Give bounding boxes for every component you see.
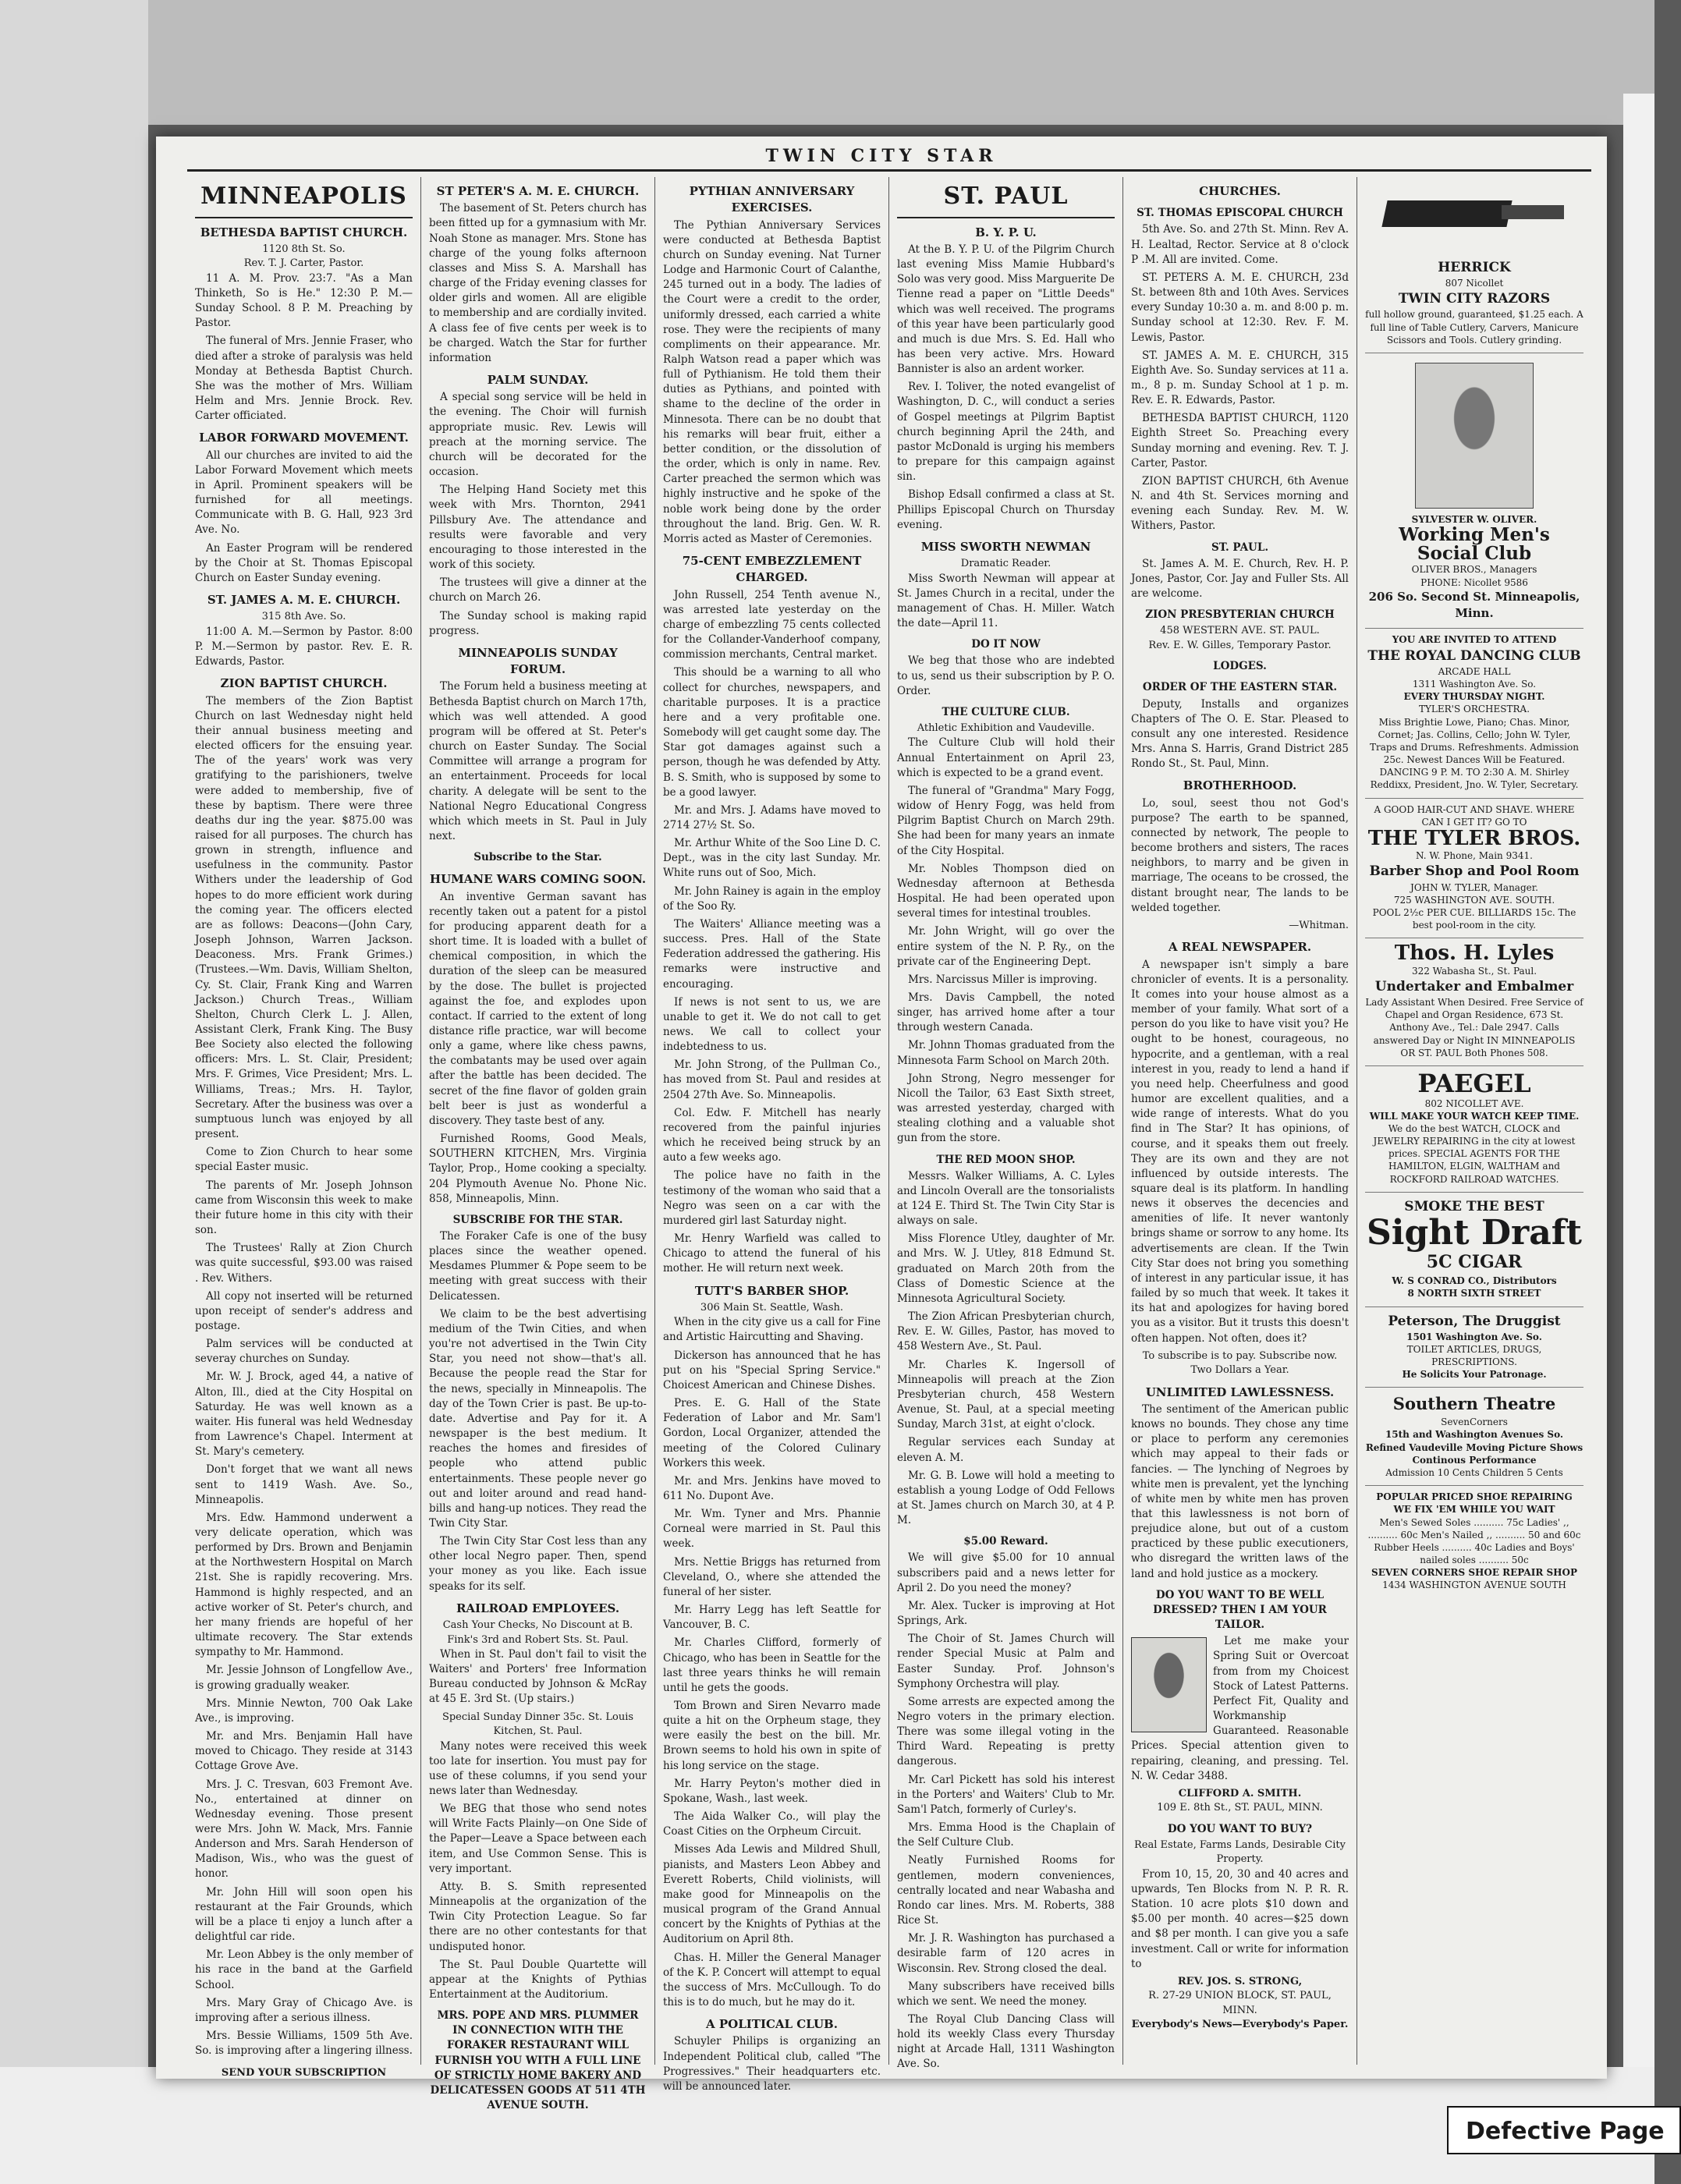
newman-heading: MISS SWORTH NEWMAN [920,539,1091,554]
embezzlement-text: John Russell, 254 Tenth avenue N., was arrested late yesterday on the charge of embezzling 75 cents collected for the Collander-Vanderhoof company, commission merchants, Central market. [663,588,881,661]
miller-text: Mrs. Narcissus Miller is improving. [908,973,1098,986]
social-club-address: 206 So. Second St. Minneapolis, Minn. [1368,589,1580,621]
lodges-heading: LODGES. [1213,660,1267,673]
real-newspaper-text: A newspaper isn't simply a bare chronicler of events. It is a personality. It comes into your house almost as a member of your family. What sort of a person do you like to have visit you? He ought to be honest, courageous, no hypocrite, and a gentleman, with a real interest in you, ready to lend a hand if you need help. Cheerfulness and good humor are excellent qualities, and a wide range of interests. What do you find in The Star? It has opinions, of course, and it speaks them out freely. They are its own and they are not influenced by outside interests. The square deal is its platform. In handling news it observes the decencies and amenities of life. It never wantonly brings shame or sorrow to any home. Its advertisements are clean. If the Twin City Star does not bring you something of interest in any particular issue, it has failed by so much that week. It takes it its hat and apologizes for having bored you as a visitor. But it trusts this doesn't often happen. Not often, does it? [1131,958,1349,1345]
theatre-address: 15th and Washington Avenues So. [1385,1429,1564,1441]
thompson-text: Mr. Nobles Thompson died on Wednesday afternoon at Bethesda Hospital. He had been operated upon several times for intestinal troubles. [897,862,1115,920]
dickerson-text: Dickerson has announced that he has put on his "Special Spring Service." Choicest American and Chinese Dishes. [663,1349,881,1392]
buy-heading: DO YOU WANT TO BUY? [1167,1822,1313,1835]
hammond-text: Mrs. Edw. Hammond underwent a very delicate operation, which was performed by Drs. Brown and Benjamin at the Northwestern Hospital on March 21st. She is rapidly recovering. Mrs. Hammond is highly respected, and an active worker of St. Peter's church, and her many friends are hopeful of her ultimate recovery. The Star extends sympathy to Mr. Hammond. [195,1511,413,1659]
sunday-school-text: The Sunday school is making rapid progress. [429,609,647,637]
zion-presbyterian-heading: ZION PRESBYTERIAN CHURCH [1145,608,1335,622]
ingersoll-text: Mr. Charles K. Ingersoll of Minneapolis will preach at the Zion Presbyterian church, 458 Western Avenue, St. Paul, at a special meeting Sunday, March 31st, at eight o'clock. [897,1358,1115,1431]
tyler-shop: Barber Shop and Pool Room [1369,863,1580,880]
bethesda-heading: BETHESDA BAPTIST CHURCH. [200,225,408,239]
foraker-text: The Foraker Cafe is one of the busy places since the weather opened. Mesdames Plummer & Pope seem to be meeting with great success with their Delicatessen. [429,1230,647,1303]
paegel-text: We do the best WATCH, CLOCK and JEWELRY REPAIRING in the city at lowest prices. SPECIAL AGENTS FOR THE HAMILTON, ELGIN, WALTHAM and ROCKFORD RAILROAD WATCHES. [1373,1122,1576,1185]
alliance-text: The Waiters' Alliance meeting was a success. Pres. Hall of the State Federation addressed the gathering. His remarks were instructive and encouraging. [663,917,881,991]
quartette-text: The St. Paul Double Quartette will appear at the Knights of Pythias Entertainment at the Auditorium. [429,1958,647,2001]
footer-slogan: Everybody's News—Everybody's Paper. [1131,2019,1349,2031]
buy-text: From 10, 15, 20, 30 and 40 acres and upwards, Ten Blocks from N. P. R. R. Station. 10 acre plots $10 down and $5.00 per month. 40 acres—$25 down and $8 per month. I can give you a safe investment. Call or write for information to [1131,1867,1349,1970]
peterson-title: Peterson, The Druggist [1388,1313,1561,1329]
regular-services-text: Regular services each Sunday at eleven A. M. [897,1436,1115,1464]
railroad-heading: RAILROAD EMPLOYEES. [456,1601,620,1615]
briggs-text: Mrs. Nettie Briggs has returned from Cleveland, O., where she attended the funeral of her sister. [663,1555,881,1598]
abbey-text: Mr. Leon Abbey is the only member of his race in the band at the Garfield School. [195,1948,413,1991]
column-st-paul [889,177,1123,2071]
dance-when: EVERY THURSDAY NIGHT. [1403,691,1545,703]
tutt-text: When in the city give us a call for Fine and Artistic Haircutting and Shaving. [663,1316,881,1344]
lyles-title: Thos. H. Lyles [1394,941,1555,966]
st-paul-banner: ST. PAUL [897,177,1115,218]
scanner-background-right [1623,94,1654,2184]
tailor-heading: DO YOU WANT TO BE WELL DRESSED? THEN I AM YOUR TAILOR. [1153,1588,1327,1632]
portrait-ad [1365,353,1583,629]
bypu-heading: B. Y. P. U. [975,225,1037,239]
subscribe-pay-text: To subscribe is to pay. Subscribe now. Two Dollars a Year. [1142,1349,1338,1377]
toliver-text: Rev. I. Toliver, the noted evangelist of Washington, D. C., will conduct a series of Gospel meetings at Pilgrim Baptist church beginning April the 24th, and pastor McDonald is urging his members to prepare for this campaign against sin. [897,381,1115,484]
columns [187,177,1591,2112]
tresvan-text: Mrs. J. C. Tresvan, 603 Fremont Ave. No., entertained at dinner on Wednesday evening. Those present were Mrs. John W. Mack, Mrs. Fannie Anderson and Mrs. Sarah Henderson of Madison, Wis., who was the guest of honor. [195,1778,413,1881]
hall-text: Mr. and Mrs. Benjamin Hall have moved to Chicago. They reside at 3143 Cottage Grove Ave. [195,1730,413,1773]
scanner-background-left [0,0,148,2184]
dance-text: Miss Brightie Lowe, Piano; Chas. Minor, Cornet; Jas. Collins, Cello; John W. Tyler, Traps and Drums. Refreshments. Admission 25c. Newest Dances Will be Featured. DANCING 9 P. M. TO 2:30 A. M. Shirley Reddixx, President, Jno. W. Tyler, Secretary. [1370,716,1579,791]
washington-text: Mr. J. R. Washington has purchased a desirable farm of 120 acres in Wisconsin. Rev. Strong closed the deal. [897,1932,1115,1975]
zion-listing: ZION BAPTIST CHURCH, 6th Avenue N. and 4th St. Services morning and evening each Sunday. Rev. M. W. Withers, Pastor. [1131,474,1349,533]
white-text: Mr. Arthur White of the Soo Line D. C. Dept., was in the city last Sunday. Mr. White runs out of Soo, Mich. [663,837,881,880]
gray-text: Mrs. Mary Gray of Chicago Ave. is improving after a serious illness. [195,1996,413,2024]
shoe-title: POPULAR PRICED SHOE REPAIRING [1376,1491,1573,1503]
tyler-phone: N. W. Phone, Main 9341. [1416,850,1533,862]
pope-plummer-notice: MRS. POPE AND MRS. PLUMMER IN CONNECTION WITH THE FORAKER RESTAURANT WILL FURNISH YOU WITH A FULL LINE OF STRICTLY HOME BAKERY AND DELICATESSEN GOODS AT 511 4TH AVENUE SOUTH. [430,2009,646,2112]
wright-text: Mr. John Wright, will go over the entire system of the N. P. Ry., on the private car of the Engineering Dept. [897,925,1115,968]
rooms-text: Neatly Furnished Rooms for gentlemen, modern conveniences, centrally located and near Wabasha and Rondo car lines. Mrs. M. Roberts, 388 Rice St. [897,1854,1115,1927]
forum-text: The Forum held a business meeting at Bethesda Baptist church on March 17th, which was well attended. A good program will be offered at St. Peter's church on Easter Sunday. The Social Committee will arrange a program for an entertainment. Proceeds for local charity. A delegate will be sent to the National Negro Educational Congress which which meets in St. Paul in July next. [429,680,647,842]
dance-address: 1311 Washington Ave. So. [1412,678,1537,690]
st-paul-churches-heading: ST. PAUL. [1211,541,1269,554]
palm-sunday-text: A special song service will be held in the evening. The Choir will furnish appropriate music. Rev. Lewis will preach at the morning service. The church will be decorated for the occasion. [429,391,647,479]
tutt-heading: TUTT'S BARBER SHOP. [694,1283,849,1298]
brotherhood-poem: Lo, soul, seest thou not God's purpose? The earth to be spanned, connected by network, The people to become brothers and sisters, The races neighbors, to marry and be given in marriage, The oceans to be crossed, the distant brought near, The lands to be welded together. [1131,796,1349,914]
tyler-bros-ad [1365,799,1583,939]
labor-text: All our churches are invited to aid the Labor Forward Movement which meets in April. Prominent speakers will be furnished for all meetings. Communicate with B. G. Hall, 923 3rd Ave. No. [195,448,413,537]
portrait-caption: SYLVESTER W. OLIVER. [1411,514,1537,525]
edsall-text: Bishop Edsall confirmed a class at St. Phillips Episcopal Church on Thursday evening. [897,488,1115,531]
eastern-star-text: Deputy, Installs and organizes Chapters of The O. E. Star. Pleased to consult any one interested. Residence Mrs. Anna S. Harris, Grand District 285 Rondo St., St. Paul, Minn. [1131,697,1349,771]
masthead: TWIN CITY STAR [765,146,998,166]
oliver-portrait [1415,363,1534,509]
jenkins-text: Mr. and Mrs. Jenkins have moved to 611 No. Dupont Ave. [663,1474,881,1502]
paegel-ad [1365,1066,1583,1193]
dancing-club-ad [1365,629,1583,798]
forum-heading: MINNEAPOLIS SUNDAY FORUM. [458,645,618,677]
pickett-text: Mr. Carl Pickett has sold his interest in the Porters' and Waiters' Club to Mr. Sam'l Patch, formerly of Curley's. [897,1773,1115,1816]
zion-presbyterian-pastor: Rev. E. W. Gilles, Temporary Pastor. [1148,639,1332,651]
sunday-dinner-text: Special Sunday Dinner 35c. St. Louis Kitchen, St. Paul. [442,1711,634,1738]
minnie-text: Mrs. Minnie Newton, 700 Oak Lake Ave., is improving. [195,1696,413,1725]
tailor-text: Let me make your Spring Suit or Overcoat from from my Choicest Stock of Latest Patterns. Perfect Fit, Quality and Workmanship Guaranteed. Reasonable Prices. Special attention given to repairing, cleaning, and pressing. Tel. N. W. Cedar 3488. [1131,1635,1349,1782]
buy-name: REV. JOS. S. STRONG, [1177,1975,1303,1987]
zion-presbyterian-address: 458 WESTERN AVE. ST. PAUL. [1160,625,1320,637]
peterson-text: TOILET ARTICLES, DRUGS, PRESCRIPTIONS. [1406,1343,1542,1368]
theatre-title: Southern Theatre [1392,1394,1556,1414]
peterson-sub: He Solicits Your Patronage. [1402,1369,1547,1381]
theatre-price: Admission 10 Cents Children 5 Cents [1385,1466,1563,1478]
lyles-address: 322 Wabasha St., St. Paul. [1411,965,1537,977]
st-james-address: 315 8th Ave. So. [261,611,346,623]
cigar-price: 5C CIGAR [1426,1251,1523,1272]
peterson-address: 1501 Washington Ave. So. [1406,1331,1542,1342]
cost-text: The Twin City Star Cost less than any other local Negro paper. Then, spend your money as you like. Each issue speaks for its self. [429,1535,647,1593]
williams-text: Mrs. Bessie Williams, 1509 5th Ave. So. is improving after a lingering illness. [195,2030,413,2058]
do-it-now-heading: DO IT NOW [971,638,1041,651]
tailor-address: 109 E. 8th St., ST. PAUL, MINN. [1157,1802,1323,1814]
cigar-address: 8 NORTH SIXTH STREET [1407,1288,1541,1299]
embezzlement-heading: 75-CENT EMBEZZLEMENT CHARGED. [682,554,862,585]
trustees-rally-text: The Trustees' Rally at Zion Church was quite successful, $93.00 was raised . Rev. Withers. [195,1242,413,1285]
scanner-background-top [0,0,1654,125]
subscription-line: SEND YOUR SUBSCRIPTION [221,2067,387,2079]
column-pythian [655,177,889,2093]
police-text: The police have no faith in the testimony of the woman who said that a Negro was seen on a car with the murdered girl last Saturday night. [663,1169,881,1227]
eastern-star-heading: ORDER OF THE EASTERN STAR. [1142,681,1338,694]
pythian-text: The Pythian Anniversary Services were conducted at Bethesda Baptist church on Sunday evening. Nat Turner Lodge and Harmonic Court of Calanthe, 245 turned out in a body. The ladies of the Court were a credit to the order, uniformly dressed, each carried a white rose. They were the recipients of many compliments on their appearance. Mr. Ralph Watson read a paper which was full of Pythianism. He told them their duties as Pythians, and pointed with shame to the decline of the order in Minnesota. There can be no doubt that his remarks will bear fruit, either a better condition, or the dissolution of the order, which is only in name. Rev. Carter preached the sermon which was highly instructive and he spoke of the noble work being done by the order throughout the land. Brig. Gen. W. R. Morris acted as Master of Ceremonies. [663,218,881,545]
newspaper-page [156,136,1607,2112]
warfield-text: Mr. Henry Warfield was called to Chicago to attend the funeral of his mother. He will return next week. [663,1232,881,1275]
st-thomas-heading: ST. THOMAS EPISCOPAL CHURCH [1137,207,1343,220]
newman-sub: Dramatic Reader. [960,558,1052,570]
palm-services-text: Palm services will be conducted at severay churches on Sunday. [195,1338,413,1366]
zion-moved-text: The Zion African Presbyterian church, Rev. E. W. Gilles, Pastor, has moved to 458 Western Ave., St. Paul. [897,1310,1115,1353]
tucker-text: Mr. Alex. Tucker is improving at Hot Springs, Ark. [897,1599,1115,1628]
railroad-sub: Cash Your Checks, No Discount at B. Fink's 3rd and Robert Sts. St. Paul. [442,1619,633,1646]
subscribe-line-1: Subscribe to the Star. [473,851,602,864]
tyler-manager: JOHN W. TYLER, Manager. [1410,881,1538,893]
theatre-text: Refined Vaudeville Moving Picture Shows Continous Performance [1365,1441,1583,1466]
easter-text: An Easter Program will be rendered by the Choir at St. Thomas Episcopal Church on Easter Sunday evening. [195,541,413,584]
news-address-text: Don't forget that we want all news sent to 1419 Wash. Ave. So., Minneapolis. [195,1463,413,1506]
cigar-ad [1365,1193,1583,1307]
culture-club-heading: THE CULTURE CLUB. [942,705,1070,718]
thomas-text: Mr. Johnn Thomas graduated from the Minnesota Farm School on March 20th. [897,1039,1115,1067]
palm-sunday-heading: PALM SUNDAY. [487,373,589,388]
lyles-text: Lady Assistant When Desired. Free Service of Chapel and Organ Residence, 673 St. Anthony Ave., Tel.: Dale 2947. Calls answered Day or Night IN MINNEAPOLIS OR ST. PAUL Both Phones 508. [1365,996,1583,1058]
bethesda-address: 1120 8th St. So. [262,243,346,255]
real-newspaper-heading: A REAL NEWSPAPER. [1168,940,1312,955]
razor-ad [1365,177,1583,353]
buy-sub: Real Estate, Farms Lands, Desirable City Property. [1134,1838,1346,1866]
cigar-title: Sight Draft [1367,1212,1582,1253]
dance-title: THE ROYAL DANCING CLUB [1367,647,1581,664]
utley-text: Miss Florence Utley, daughter of Mr. and Mrs. W. J. Utley, 818 Edmund St. graduated on March 20th from the Class of Domestic Science at the Minnesota Agricultural Society. [897,1232,1115,1305]
social-club-phone: PHONE: Nicollet 9586 [1420,576,1528,588]
bypu-text: At the B. Y. P. U. of the Pilgrim Church last evening Miss Mamie Hubbard's Solo was very good. Miss Marguerite De Tienne read a paper on "Little Deeds" which was well received. The programs of this year have been particularly good and much is due Mrs. S. Ed. Hall who has been very active. Mrs. Howard Bannister is also an ardent worker. [897,243,1115,376]
lewis-text: Misses Ada Lewis and Mildred Shull, pianists, and Masters Leon Abbey and Everett Roberts, Child violinists, will make good for Minneapolis on the musical program of the Grand Annual concert by the Knights of Pythias at the Auditorium on April 8th. [663,1843,881,1946]
razor-brand: HERRICK [1438,260,1511,275]
late-notes-text: Many notes were received this week too late for insertion. You must pay for use of these columns, if you send your news later than Wednesday. [429,1739,647,1797]
peterson-ad [1365,1307,1583,1388]
shoe-prices: Men's Sewed Soles .......... 75c Ladies' ,, .......... 60c Men's Nailed ,, .......... 50 and 60c Rubber Heels .......... 40c Ladies and Boys' nailed soles .......... 50c [1367,1516,1581,1566]
shoe-address: 1434 WASHINGTON AVENUE SOUTH [1382,1580,1566,1591]
column-st-peters [421,177,655,2112]
furnished-rooms-text: Furnished Rooms, Good Meals, SOUTHERN KITCHEN, Mrs. Virginia Taylor, Prop., Home cooking a specialty. 204 Plymouth Avenue No. Phone Nic. 858, Minneapolis, Minn. [429,1133,647,1205]
st-james-heading: ST. JAMES A. M. E. CHURCH. [207,593,401,608]
fogg-text: The funeral of "Grandma" Mary Fogg, widow of Henry Fogg, was held from Pilgrim Baptist Church on March 29th. She had been for many years an inmate of the City Hospital. [897,784,1115,857]
churches-heading: CHURCHES. [1199,184,1281,198]
come-text: Come to Zion Church to hear some special Easter music. [195,1146,413,1174]
brotherhood-heading: BROTHERHOOD. [1183,778,1297,793]
hill-text: Mr. John Hill will soon open his restaurant at the Fair Grounds, which will be a place ti enjoy a lunch after a delightful car ride. [195,1885,413,1944]
labor-heading: LABOR FORWARD MOVEMENT. [199,431,409,445]
defective-page-stamp: Defective Page [1447,2106,1681,2154]
subscribe-line-2: SUBSCRIBE FOR THE STAR. [452,1213,623,1226]
razor-text: full hollow ground, guaranteed, $1.25 each. A full line of Table Cutlery, Carvers, Manicure Scissors and Tools. Cutlery grinding. [1365,309,1583,346]
newman-text: Miss Sworth Newman will appear at St. James Church in a recital, under the management of Chas. H. Miller. Watch the date—April 11. [897,572,1115,630]
bethesda-text: 11 A. M. Prov. 23:7. "As a Man Thinketh, So is He." 12:30 P. M.—Sunday School. 8 P. M. Preaching by Pastor. [195,271,413,330]
waiters-bureau-text: When in St. Paul don't fail to visit the Waiters' and Porters' free Information Bureau conducted by Johnson & McRay at 45 E. 3rd St. (Up stairs.) [429,1647,647,1706]
column-advertisements [1357,177,1591,2065]
shoe-repair-ad [1365,1486,1583,1598]
paegel-title: PAEGEL [1417,1068,1531,1098]
st-james-listing: ST. JAMES A. M. E. CHURCH, 315 Eighth Ave. So. Sunday services at 11 a. m., 8 p. m. Sunday School at 1 p. m. Rev. E. R. Edwards, Pastor. [1131,349,1349,407]
jessie-text: Mr. Jessie Johnson of Longfellow Ave., is growing gradually weaker. [195,1664,413,1692]
brown-text: Tom Brown and Siren Nevarro made quite a hit on the Orpheum stage, they were easily the best on the bill. Mr. Brown seems to hold his own in spite of his long service on the stage. [663,1700,881,1772]
column-churches [1123,177,1357,2065]
peyton-text: Mr. Harry Peyton's mother died in Spokane, Wash., last week. [663,1777,881,1805]
social-club-managers: OLIVER BROS., Managers [1411,564,1537,576]
warning-text: This should be a warning to all who collect for churches, newspapers, and charitable purposes. It is a practice here and a very profitable one. Somebody will get caught some day. The Star got damages against such a person, though he was defended by Atty. B. S. Smith, who is supposed by some to be a good lawyer. [663,666,881,799]
walker-text: The Aida Walker Co., will play the Coast Cities on the Orpheum Circuit. [663,1810,881,1838]
reward-heading: $5.00 Reward. [963,1535,1048,1548]
tyler-pool: POOL 2½c PER CUE. BILLIARDS 15c. The best pool-room in the city. [1372,906,1576,931]
strong-arrest-text: John Strong, Negro messenger for Nicoll the Tailor, 63 East Sixth street, was arrested yesterday, charged with stealing clothing and a valuable shot gun from the store. [897,1072,1115,1145]
parents-text: The parents of Mr. Joseph Johnson came from Wisconsin this week to make their future home in this city with their son. [195,1179,413,1237]
culture-club-text: The Culture Club will hold their Annual Entertainment on April 23, which is expected to be a grand event. [897,736,1115,779]
shoe-sub: WE FIX 'EM WHILE YOU WAIT [1393,1504,1555,1516]
buy-address: R. 27-29 UNION BLOCK, ST. PAUL, MINN. [1148,1990,1332,2016]
news-text: If news is not sent to us, we are unable to get it. We do not call to get news. We call to collect your indebtedness to us. [663,995,881,1054]
bethesda-pastor: Rev. T. J. Carter, Pastor. [243,257,364,270]
st-paul-churches-text: St. James A. M. E. Church, Rev. H. P. Jones, Pastor, Cor. Jay and Fuller Sts. All are welcome. [1131,557,1349,601]
tutt-address: 306 Main St. Seattle, Wash. [700,1301,844,1314]
rainey-text: Mr. John Rainey is again in the employ of the Soo Ry. [663,885,881,913]
do-it-now-text: We beg that those who are indebted to us, send us their subscription by P. O. Order. [897,654,1115,697]
clifford-text: Mr. Charles Clifford, formerly of Chicago, who has been in Seattle for the last three years thinks he will remain until he gets the goods. [663,1636,881,1694]
st-thomas-text: 5th Ave. So. and 27th St. Minn. Rev A. H. Lealtad, Rector. Service at 8 o'clock P .M. All are invited. Come. [1131,223,1349,266]
shoe-shop: SEVEN CORNERS SHOE REPAIR SHOP [1371,1567,1577,1579]
reward-text: We will give $5.00 for 10 annual subscribers paid and a news letter for April 2. Do you need the money? [897,1551,1115,1594]
zion-text: The members of the Zion Baptist Church on last Wednesday night held their annual business meeting and elected officers for the ensuing year. The of the years' work was very gratifying to the parishioners, twelve were added to membership, five of these by baptism. There were three deaths dur ing the year. $875.00 was raised for all purposes. The church has grown in strength, influence and usefulness in the community. Pastor Withers under the leadership of God hopes to do more efficient work during the coming year. The officers elected are as follows: Deacons—(John Cary, Joseph Johnson, Warren Jackson. Deaconess. Mrs. Frank Grimes.) (Trustees.—Wm. Davis, William Shelton, Cy. St. Clair, Frank King and Warren Jackson.) Church Treas., William Shelton, Church Clerk L. J. Allen, Assistant Clerk, Frank King. The Busy Bee Society also elected the following officers: Mrs. L. St. Clair, President; Mrs. F. Grimes, Vice President; Mrs. L. Williams, Treas.; Mrs. H. Taylor, Secretary. After the business was over a sumptuous lunch was enjoyed by all present. [195,694,413,1141]
tailor-name: CLIFFORD A. SMITH. [1178,1787,1302,1799]
cigar-distributor: W. S CONRAD CO., Distributors [1392,1275,1557,1287]
paegel-address: 802 NICOLLET AVE. [1424,1097,1524,1109]
theatre-corners: SevenCorners [1441,1416,1508,1428]
strong-text: Mr. John Strong, of the Pullman Co., has moved from St. Paul and resides at 2504 27th Ave. So. Minneapolis. [663,1058,881,1101]
tyler-address: 725 WASHINGTON AVE. SOUTH. [1393,894,1555,906]
choir-text: The Choir of St. James Church will render Special Music at Palm and Easter Sunday. Prof. Johnson's Symphony Orchestra will play. [897,1633,1115,1690]
political-club-heading: A POLITICAL CLUB. [706,2017,838,2032]
smith-text: Atty. B. S. Smith represented Minneapolis at the organization of the Twin City Protection League. So far there are no other contestants for that undisputed honor. [429,1880,647,1953]
st-peters-heading: ST PETER'S A. M. E. CHURCH. [436,184,640,198]
st-james-text: 11:00 A. M.—Sermon by Pastor. 8:00 P. M.—Sermon by pastor. Rev. E. R. Edwards, Pastor. [195,625,413,668]
mitchell-text: Col. Edw. F. Mitchell has nearly recovered from the painful injuries which he received being struck by an auto a few weeks ago. [663,1106,881,1165]
razor-title: TWIN CITY RAZORS [1398,291,1551,307]
trustees-dinner-text: The trustees will give a dinner at the church on March 26. [429,576,647,604]
federation-text: Pres. E. G. Hall of the State Federation of Labor and Mr. Sam'l Gordon, Local Organizer, attended the meeting of the Colored Culinary Workers this week. [663,1397,881,1470]
masthead-rule [187,169,1591,172]
tyner-text: Mr. Wm. Tyner and Mrs. Phannie Corneal were married in St. Paul this week. [663,1508,881,1551]
humane-wars-heading: HUMANE WARS COMING SOON. [429,872,647,887]
helping-hand-text: The Helping Hand Society met this week with Mrs. Thornton, 2941 Pillsbury Ave. The attendance and results were favorable and very encouraging to those interested in the work of this society. [429,484,647,572]
razor-address: 807 Nicollet [1445,278,1504,289]
political-club-text: Schuyler Philips is organizing an Independent Political club, called "The Progressives." Their headquarters etc. will be announced later. [663,2035,881,2093]
royal-club-text: The Royal Club Dancing Class will hold its weekly Class every Thursday night at Arcade Hall, 1311 Washington Ave. So. [897,2012,1115,2071]
st-peters-text: The basement of St. Peters church has been fitted up for a gymnasium with Mr. Noah Stone as manager. Mrs. Stone has charge of the young folks afternoon classes and Miss S. A. Marshall has charge of the Friday evening classes for older girls and women. All are eligible to membership and are cordially invited. A class fee of five cents per week is to be charged. Watch the Star for further information [429,202,647,364]
adams-text: Mr. and Mrs. J. Adams have moved to 2714 27½ St. So. [663,803,881,831]
arrests-text: Some arrests are expected among the Negro voters in the primary election. There was some illegal voting in the Third Ward. Repeating is pretty dangerous. [897,1695,1115,1768]
brock-text: Mr. W. J. Brock, aged 44, a native of Alton, Ill., died at the City Hospital on Saturday. He was well known as a waiter. His funeral was held Wednesday from Lawrence's Chapel. Interment at St. Mary's cemetery. [195,1370,413,1459]
funeral-text: The funeral of Mrs. Jennie Fraser, who died after a stroke of paralysis was held Monday at Bethesda Baptist Church. She was the mother of Mrs. William Helm and Mrs. Jennie Brock. Rev. Carter officiated. [195,335,413,423]
culture-club-sub: Athletic Exhibition and Vaudeville. [917,722,1095,735]
cigar-smoke: SMOKE THE BEST [1404,1198,1544,1214]
campbell-text: Mrs. Davis Campbell, the noted singer, has arrived home after a tour through western Canada. [897,991,1115,1034]
tyler-title: THE TYLER BROS. [1367,827,1581,850]
lyles-ad [1365,938,1583,1066]
lowe-text: Mr. G. B. Lowe will hold a meeting to establish a young Lodge of Odd Fellows at St. James church on March 30, at 4 P. M. [897,1469,1115,1527]
dance-orchestra: TYLER'S ORCHESTRA. [1418,704,1530,715]
legg-text: Mr. Harry Legg has left Seattle for Vancouver, B. C. [663,1604,881,1632]
bills-text: Many subscribers have received bills which we sent. We need the money. [897,1980,1115,2008]
advertising-claim-text: We claim to be the best advertising medium of the Twin Cities, and when you're not advertised in the Twin City Star, you need not show—that's all. Because the people read the Star for the news, specially in Minneapolis. The day of the Town Crier is past. Be up-to-date. Advertise and Pay for it. A newspaper is the best medium. It reaches the homes and firesides of people who attend public entertainments. These people never go out and loiter around and read hand-bills and hang-up notices. They read the Twin City Star. [429,1307,647,1530]
column-minneapolis [187,177,421,2079]
miller-text: Chas. H. Miller the General Manager of the K. P. Concert will attempt to equal the success of Mrs. McCullough. To do this is to do much, but he may do it. [663,1951,881,2008]
dance-invite: YOU ARE INVITED TO ATTEND [1392,634,1557,646]
bethesda-listing: BETHESDA BAPTIST CHURCH, 1120 Eighth Street So. Preaching every Sunday morning and evening. Rev. T. J. Carter, Pastor. [1131,412,1349,470]
lyles-trade: Undertaker and Embalmer [1374,978,1574,994]
paegel-sub: WILL MAKE YOUR WATCH KEEP TIME. [1369,1110,1580,1122]
lawlessness-heading: UNLIMITED LAWLESSNESS. [1145,1384,1335,1399]
tyler-question: A GOOD HAIR-CUT AND SHAVE. WHERE CAN I GET IT? GO TO [1374,803,1575,828]
minneapolis-banner: MINNEAPOLIS [195,177,413,218]
hood-text: Mrs. Emma Hood is the Chaplain of the Self Culture Club. [897,1821,1115,1849]
red-moon-text: Messrs. Walker Williams, A. C. Lyles and Lincoln Overall are the tonsorialists at 124 E. Third St. The Twin City Star is always on sale. [897,1169,1115,1228]
lawlessness-text: The sentiment of the American public knows no bounds. They chose any time or place to perform any ceremonies which may appeal to their fads or fancies. — The lynching of Negroes by white men is prevalent, yet the lynching of white men by white men has proven that this lawlessness is not born of prejudice alone, but out of a custom practiced by these public executioners, who disregard the written laws of the land and hold justice as a mockery. [1131,1402,1349,1580]
zion-heading: ZION BAPTIST CHURCH. [220,676,388,691]
humane-wars-text: An inventive German savant has recently taken out a patent for a pistol for producing apparent death for a short time. It is loaded with a bullet of chemical composition, in which the duration of the sleep can be measured by the dose. The bullet is projected against the foe, and explodes upon contact. If carried to the extent of long distance rifle practice, war will become only a game, where like chess pawns, the combatants may be used over again after the battle has been decided. The secret of the fine flavor of golden grain belt beer is just as wonderful a discovery. They taste best of any. [429,890,647,1127]
copy-notice: All copy not inserted will be returned upon receipt of sender's address and postage. [195,1289,413,1332]
red-moon-heading: THE RED MOON SHOP. [936,1153,1076,1166]
tailor-portrait [1131,1637,1207,1732]
st-peters-listing: ST. PETERS A. M. E. CHURCH, 23d St. between 8th and 10th Aves. Services every Sunday 10:30 a. m. and 8:00 p. m. Sunday school at 12:30. Rev. F. M. Lewis, Pastor. [1131,271,1349,344]
beg-text: We BEG that those who send notes will Write Facts Plainly—on One Side of the Paper—Leave a Space between each item, and Use Common Sense. This is very important. [429,1803,647,1875]
razor-icon [1385,185,1564,255]
theatre-ad [1365,1388,1583,1486]
brotherhood-author: —Whitman. [1289,919,1349,931]
pythian-heading: PYTHIAN ANNIVERSARY EXERCISES. [689,184,855,215]
dance-hall: ARCADE HALL [1438,665,1511,677]
social-club-title: Working Men's Social Club [1399,524,1550,565]
